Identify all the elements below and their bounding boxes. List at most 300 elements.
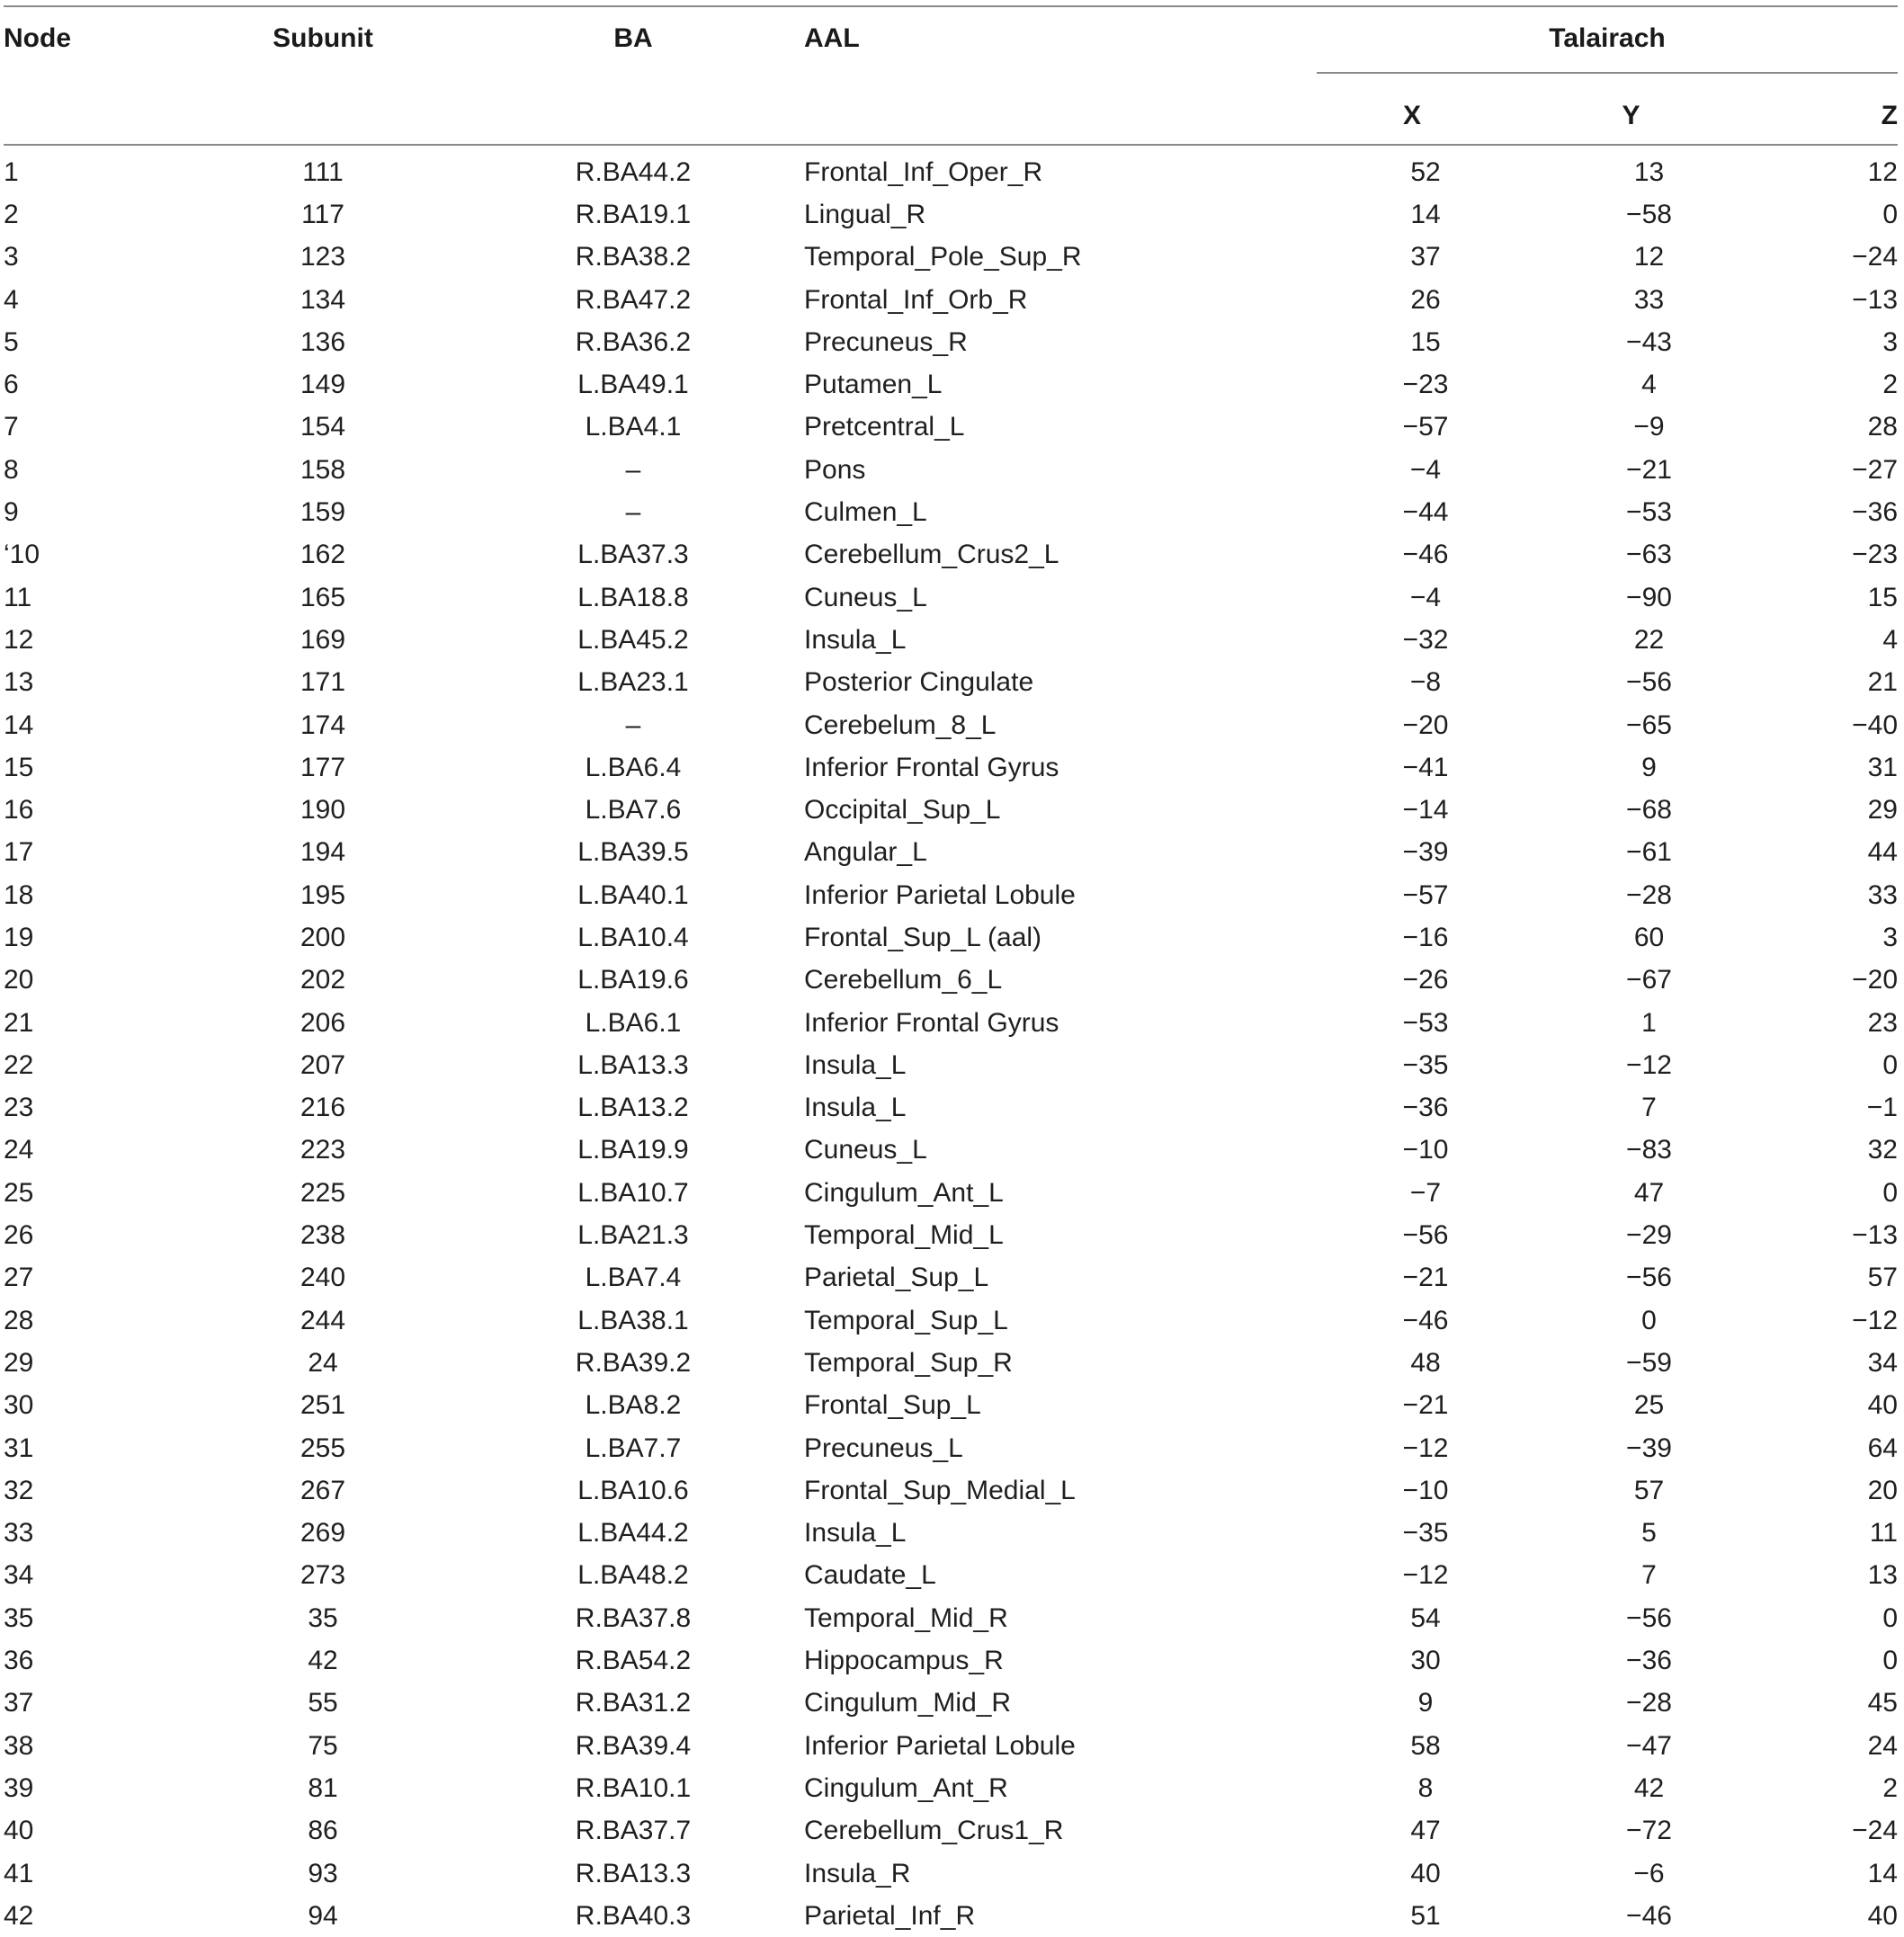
cell-node: 34	[4, 1560, 34, 1591]
cell-subunit: 117	[301, 199, 344, 229]
cell-aal: Precuneus_R	[804, 326, 968, 357]
cell-aal: Cingulum_Ant_L	[804, 1177, 1004, 1208]
cell-aal: Culmen_L	[804, 497, 927, 528]
cell-aal: Cuneus_L	[804, 1135, 927, 1165]
cell-subunit: 238	[299, 1220, 346, 1251]
table-row	[4, 1129, 1898, 1172]
cell-y: −67	[1626, 965, 1672, 995]
cell-x: −35	[1402, 1518, 1449, 1549]
cell-z: −1	[1866, 1093, 1898, 1123]
cell-ba: L.BA7.7	[585, 1433, 682, 1463]
cell-aal: Hippocampus_R	[804, 1646, 1004, 1676]
cell-subunit: 136	[299, 326, 346, 357]
cell-z: 20	[1867, 1475, 1898, 1505]
header-spacer	[183, 73, 462, 145]
cell-node: 14	[4, 710, 34, 740]
cell-subunit: 174	[299, 710, 346, 740]
cell-y: 25	[1633, 1390, 1665, 1421]
cell-z: 24	[1867, 1730, 1898, 1761]
cell-ba: L.BA37.3	[577, 540, 689, 570]
cell-node: 13	[4, 667, 34, 698]
header-ba: BA	[613, 23, 653, 53]
cell-z: 33	[1867, 879, 1898, 910]
table-row	[4, 363, 1898, 406]
cell-subunit: 159	[299, 497, 346, 528]
cell-ba: L.BA40.1	[577, 879, 689, 910]
cell-node: 16	[4, 795, 34, 826]
cell-aal: Cerebellum_Crus2_L	[804, 540, 1059, 570]
cell-node: 26	[4, 1220, 34, 1251]
table-row	[4, 619, 1898, 661]
cell-x: −41	[1402, 752, 1449, 782]
cell-ba: L.BA4.1	[585, 412, 682, 442]
cell-node: 32	[4, 1475, 34, 1505]
cell-x: −39	[1402, 837, 1449, 868]
cell-aal: Cingulum_Mid_R	[804, 1688, 1012, 1718]
cell-node: 1	[4, 156, 19, 187]
cell-node: ‘10	[4, 540, 40, 570]
cell-aal: Frontal_Sup_L	[804, 1390, 981, 1421]
cell-z: 23	[1867, 1007, 1898, 1038]
table-row	[4, 1385, 1898, 1427]
table-row	[4, 1597, 1898, 1639]
cell-z: −27	[1852, 454, 1898, 485]
cell-aal: Frontal_Inf_Orb_R	[804, 284, 1028, 315]
cell-z: 0	[1882, 199, 1898, 229]
cell-aal: Temporal_Mid_L	[804, 1220, 1004, 1251]
header-row-sub	[4, 73, 1898, 145]
cell-x: −12	[1402, 1560, 1449, 1591]
cell-node: 39	[4, 1772, 34, 1803]
cell-aal: Pretcentral_L	[804, 412, 965, 442]
cell-node: 6	[4, 370, 19, 400]
cell-y: 12	[1633, 242, 1665, 272]
table-row	[4, 1810, 1898, 1852]
table-row	[4, 1639, 1898, 1682]
cell-x: −7	[1409, 1177, 1442, 1208]
cell-x: 26	[1410, 284, 1441, 315]
cell-aal: Lingual_R	[804, 199, 926, 229]
cell-z: 57	[1867, 1263, 1898, 1293]
cell-y: 47	[1633, 1177, 1665, 1208]
cell-ba: R.BA31.2	[575, 1688, 692, 1718]
cell-z: 12	[1867, 156, 1898, 187]
cell-x: 52	[1410, 156, 1441, 187]
cell-ba: R.BA19.1	[575, 199, 692, 229]
cell-subunit: 225	[299, 1177, 346, 1208]
cell-z: −24	[1852, 1816, 1898, 1846]
cell-y: −39	[1626, 1433, 1672, 1463]
cell-node: 25	[4, 1177, 34, 1208]
cell-ba: L.BA7.6	[585, 795, 682, 826]
cell-subunit: 86	[308, 1816, 338, 1846]
cell-y: 13	[1633, 156, 1665, 187]
cell-node: 17	[4, 837, 34, 868]
cell-z: −13	[1852, 1220, 1898, 1251]
cell-aal: Frontal_Sup_Medial_L	[804, 1475, 1076, 1505]
cell-aal: Temporal_Pole_Sup_R	[804, 242, 1082, 272]
cell-x: −26	[1402, 965, 1449, 995]
cell-node: 9	[4, 497, 19, 528]
table-row	[4, 662, 1898, 704]
cell-y: 33	[1633, 284, 1665, 315]
cell-ba: R.BA38.2	[575, 242, 692, 272]
cell-subunit: 42	[308, 1646, 338, 1676]
cell-x: 8	[1417, 1772, 1434, 1803]
cell-subunit: 81	[308, 1772, 338, 1803]
cell-y: −28	[1626, 879, 1672, 910]
cell-aal: Cerebellum_6_L	[804, 965, 1003, 995]
cell-z: 45	[1867, 1688, 1898, 1718]
cell-ba: L.BA19.6	[577, 965, 689, 995]
cell-node: 18	[4, 879, 34, 910]
cell-node: 7	[4, 412, 19, 442]
cell-subunit: 171	[299, 667, 346, 698]
cell-node: 22	[4, 1049, 34, 1080]
header-x: X	[1317, 73, 1507, 145]
cell-y: −56	[1626, 1263, 1672, 1293]
cell-z: 31	[1867, 752, 1898, 782]
cell-aal: Cerebelum_8_L	[804, 710, 997, 740]
cell-y: 42	[1633, 1772, 1665, 1803]
cell-y: −43	[1626, 326, 1672, 357]
cell-subunit: 123	[299, 242, 346, 272]
cell-ba: L.BA6.1	[585, 1007, 682, 1038]
cell-ba: L.BA7.4	[585, 1263, 682, 1293]
cell-x: −8	[1409, 667, 1442, 698]
cell-x: −36	[1402, 1093, 1449, 1123]
cell-aal: Insula_L	[804, 1093, 907, 1123]
header-spacer	[4, 73, 183, 145]
cell-subunit: 244	[299, 1305, 346, 1335]
cell-y: −83	[1626, 1135, 1672, 1165]
cell-node: 24	[4, 1135, 34, 1165]
cell-aal: Parietal_Sup_L	[804, 1263, 989, 1293]
cell-x: 48	[1410, 1347, 1441, 1378]
cell-x: 51	[1410, 1900, 1441, 1931]
table-row	[4, 1895, 1898, 1937]
table-row	[4, 491, 1898, 533]
cell-node: 41	[4, 1858, 34, 1888]
cell-subunit: 255	[299, 1433, 346, 1463]
cell-x: 37	[1410, 242, 1441, 272]
cell-z: 64	[1867, 1433, 1898, 1463]
cell-y: 57	[1633, 1475, 1665, 1505]
cell-z: −23	[1852, 540, 1898, 570]
cell-y: 1	[1641, 1007, 1657, 1038]
cell-aal: Temporal_Sup_R	[804, 1347, 1013, 1378]
cell-x: −46	[1402, 1305, 1449, 1335]
cell-x: 15	[1410, 326, 1441, 357]
cell-z: 2	[1882, 370, 1898, 400]
cell-ba: L.BA10.4	[577, 922, 689, 952]
cell-ba: L.BA10.7	[577, 1177, 689, 1208]
cell-x: −57	[1402, 879, 1449, 910]
cell-x: 40	[1410, 1858, 1441, 1888]
cell-y: −59	[1626, 1347, 1672, 1378]
cell-y: −65	[1626, 710, 1672, 740]
cell-y: 7	[1641, 1560, 1657, 1591]
cell-ba: R.BA44.2	[575, 156, 692, 187]
cell-z: 40	[1867, 1900, 1898, 1931]
header-aal: AAL	[804, 23, 860, 53]
cell-x: −56	[1402, 1220, 1449, 1251]
cell-subunit: 158	[299, 454, 346, 485]
cell-node: 2	[4, 199, 19, 229]
cell-x: −57	[1402, 412, 1449, 442]
cell-x: 47	[1410, 1816, 1441, 1846]
header-talairach: Talairach	[1317, 6, 1898, 73]
cell-ba: R.BA40.3	[575, 1900, 692, 1931]
cell-ba: R.BA37.8	[575, 1602, 692, 1633]
cell-z: 44	[1867, 837, 1898, 868]
cell-x: −4	[1409, 582, 1442, 612]
cell-aal: Putamen_L	[804, 370, 943, 400]
table-header	[4, 6, 1898, 145]
cell-aal: Cuneus_L	[804, 582, 927, 612]
table-row	[4, 1683, 1898, 1725]
table-row	[4, 534, 1898, 576]
table-row	[4, 1342, 1898, 1384]
table-row	[4, 193, 1898, 236]
cell-subunit: 165	[299, 582, 346, 612]
cell-node: 27	[4, 1263, 34, 1293]
cell-y: −68	[1626, 795, 1672, 826]
cell-ba: L.BA49.1	[577, 370, 689, 400]
cell-aal: Cerebellum_Crus1_R	[804, 1816, 1064, 1846]
cell-aal: Insula_L	[804, 624, 907, 655]
cell-y: −63	[1626, 540, 1672, 570]
cell-ba: R.BA10.1	[575, 1772, 692, 1803]
cell-ba: L.BA18.8	[577, 582, 689, 612]
cell-y: −47	[1626, 1730, 1672, 1761]
cell-ba: R.BA36.2	[575, 326, 692, 357]
cell-z: −12	[1852, 1305, 1898, 1335]
cell-aal: Insula_L	[804, 1518, 907, 1549]
cell-node: 38	[4, 1730, 34, 1761]
cell-node: 12	[4, 624, 34, 655]
table-row	[4, 1469, 1898, 1512]
cell-ba: L.BA8.2	[585, 1390, 682, 1421]
cell-x: −12	[1402, 1433, 1449, 1463]
cell-subunit: 200	[299, 922, 346, 952]
table-row	[4, 1002, 1898, 1044]
cell-aal: Parietal_Inf_R	[804, 1900, 976, 1931]
cell-x: −16	[1402, 922, 1449, 952]
cell-x: 30	[1410, 1646, 1441, 1676]
cell-node: 36	[4, 1646, 34, 1676]
cell-y: 5	[1641, 1518, 1657, 1549]
cell-aal: Caudate_L	[804, 1560, 936, 1591]
cell-node: 23	[4, 1093, 34, 1123]
cell-x: −53	[1402, 1007, 1449, 1038]
cell-node: 15	[4, 752, 34, 782]
table-row	[4, 874, 1898, 916]
cell-x: −10	[1402, 1135, 1449, 1165]
cell-y: 7	[1641, 1093, 1657, 1123]
table-row	[4, 406, 1898, 449]
cell-z: 14	[1867, 1858, 1898, 1888]
cell-subunit: 206	[299, 1007, 346, 1038]
cell-subunit: 162	[299, 540, 346, 570]
cell-x: −20	[1402, 710, 1449, 740]
cell-aal: Precuneus_L	[804, 1433, 963, 1463]
cell-y: 9	[1641, 752, 1657, 782]
cell-y: −61	[1626, 837, 1672, 868]
cell-ba: L.BA23.1	[577, 667, 689, 698]
cell-y: −58	[1626, 199, 1672, 229]
header-y: Y	[1507, 73, 1755, 145]
table-row	[4, 1087, 1898, 1129]
table-row	[4, 321, 1898, 363]
cell-z: 28	[1867, 412, 1898, 442]
cell-y: 0	[1641, 1305, 1657, 1335]
cell-z: 29	[1867, 795, 1898, 826]
cell-node: 42	[4, 1900, 34, 1931]
cell-z: −40	[1852, 710, 1898, 740]
cell-ba: R.BA39.2	[575, 1347, 692, 1378]
cell-aal: Inferior Parietal Lobule	[804, 879, 1076, 910]
cell-aal: Inferior Frontal Gyrus	[804, 752, 1059, 782]
cell-aal: Insula_R	[804, 1858, 911, 1888]
cell-ba: L.BA19.9	[577, 1135, 689, 1165]
cell-subunit: 93	[308, 1858, 338, 1888]
cell-subunit: 267	[299, 1475, 346, 1505]
cell-node: 8	[4, 454, 19, 485]
table-row	[4, 279, 1898, 321]
cell-subunit: 269	[299, 1518, 346, 1549]
cell-x: −32	[1402, 624, 1449, 655]
header-subunit: Subunit	[273, 23, 373, 53]
cell-subunit: 111	[302, 156, 344, 187]
table-row	[4, 449, 1898, 491]
cell-aal: Occipital_Sup_L	[804, 795, 1001, 826]
cell-subunit: 251	[299, 1390, 346, 1421]
header-row-top	[4, 6, 1898, 73]
header-node: Node	[4, 23, 71, 53]
cell-ba: R.BA39.4	[575, 1730, 692, 1761]
cell-node: 33	[4, 1518, 34, 1549]
cell-ba: L.BA21.3	[577, 1220, 689, 1251]
cell-y: −72	[1626, 1816, 1672, 1846]
table-row	[4, 789, 1898, 831]
cell-node: 29	[4, 1347, 34, 1378]
table-row	[4, 237, 1898, 279]
cell-node: 37	[4, 1688, 34, 1718]
cell-subunit: 35	[308, 1602, 338, 1633]
cell-z: 34	[1867, 1347, 1898, 1378]
cell-node: 19	[4, 922, 34, 952]
cell-y: −9	[1633, 412, 1665, 442]
cell-subunit: 149	[299, 370, 346, 400]
cell-y: 60	[1633, 922, 1665, 952]
cell-node: 21	[4, 1007, 34, 1038]
cell-x: −10	[1402, 1475, 1449, 1505]
cell-subunit: 207	[299, 1049, 346, 1080]
header-spacer	[804, 73, 1317, 145]
cell-x: −23	[1402, 370, 1449, 400]
cell-aal: Temporal_Mid_R	[804, 1602, 1008, 1633]
table-row	[4, 1044, 1898, 1086]
cell-aal: Pons	[804, 454, 866, 485]
table-body	[4, 145, 1898, 1937]
cell-y: −46	[1626, 1900, 1672, 1931]
coordinates-table	[4, 5, 1898, 1937]
cell-ba: R.BA54.2	[575, 1646, 692, 1676]
cell-z: 3	[1882, 326, 1898, 357]
cell-z: 40	[1867, 1390, 1898, 1421]
cell-y: −36	[1626, 1646, 1672, 1676]
cell-x: −35	[1402, 1049, 1449, 1080]
cell-aal: Temporal_Sup_L	[804, 1305, 1008, 1335]
header-spacer	[462, 73, 804, 145]
header-z: Z	[1755, 73, 1898, 145]
cell-z: 0	[1882, 1177, 1898, 1208]
cell-ba: L.BA6.4	[585, 752, 682, 782]
table-row	[4, 1725, 1898, 1767]
cell-subunit: 134	[299, 284, 346, 315]
cell-z: 3	[1882, 922, 1898, 952]
cell-node: 30	[4, 1390, 34, 1421]
cell-subunit: 154	[299, 412, 346, 442]
cell-aal: Posterior Cingulate	[804, 667, 1034, 698]
cell-subunit: 190	[299, 795, 346, 826]
cell-subunit: 195	[299, 879, 346, 910]
table-row	[4, 916, 1898, 959]
cell-node: 3	[4, 242, 19, 272]
cell-z: 0	[1882, 1646, 1898, 1676]
cell-y: −28	[1626, 1688, 1672, 1718]
cell-ba: R.BA37.7	[575, 1816, 692, 1846]
cell-ba: L.BA10.6	[577, 1475, 689, 1505]
cell-ba: R.BA13.3	[575, 1858, 692, 1888]
cell-ba: L.BA45.2	[577, 624, 689, 655]
cell-ba: L.BA13.3	[577, 1049, 689, 1080]
cell-y: −6	[1633, 1858, 1665, 1888]
table-row	[4, 1513, 1898, 1555]
table-row	[4, 576, 1898, 619]
cell-x: 54	[1410, 1602, 1441, 1633]
cell-aal: Angular_L	[804, 837, 927, 868]
cell-ba: R.BA47.2	[575, 284, 692, 315]
cell-x: −21	[1402, 1263, 1449, 1293]
cell-node: 5	[4, 326, 19, 357]
cell-y: −56	[1626, 1602, 1672, 1633]
table-row	[4, 1767, 1898, 1809]
table-row	[4, 746, 1898, 789]
cell-subunit: 75	[308, 1730, 338, 1761]
cell-z: 0	[1882, 1049, 1898, 1080]
cell-z: 11	[1869, 1518, 1898, 1549]
cell-subunit: 94	[308, 1900, 338, 1931]
cell-x: 14	[1410, 199, 1441, 229]
cell-y: 4	[1641, 370, 1657, 400]
cell-x: −21	[1402, 1390, 1449, 1421]
cell-subunit: 216	[299, 1093, 346, 1123]
cell-y: −56	[1626, 667, 1672, 698]
cell-node: 4	[4, 284, 19, 315]
cell-ba: –	[625, 497, 641, 528]
cell-aal: Frontal_Inf_Oper_R	[804, 156, 1043, 187]
cell-z: 13	[1867, 1560, 1898, 1591]
cell-subunit: 55	[308, 1688, 338, 1718]
cell-z: 15	[1867, 582, 1898, 612]
cell-aal: Inferior Frontal Gyrus	[804, 1007, 1059, 1038]
cell-subunit: 194	[299, 837, 346, 868]
cell-y: −53	[1626, 497, 1672, 528]
table-row	[4, 960, 1898, 1002]
cell-ba: L.BA48.2	[577, 1560, 689, 1591]
